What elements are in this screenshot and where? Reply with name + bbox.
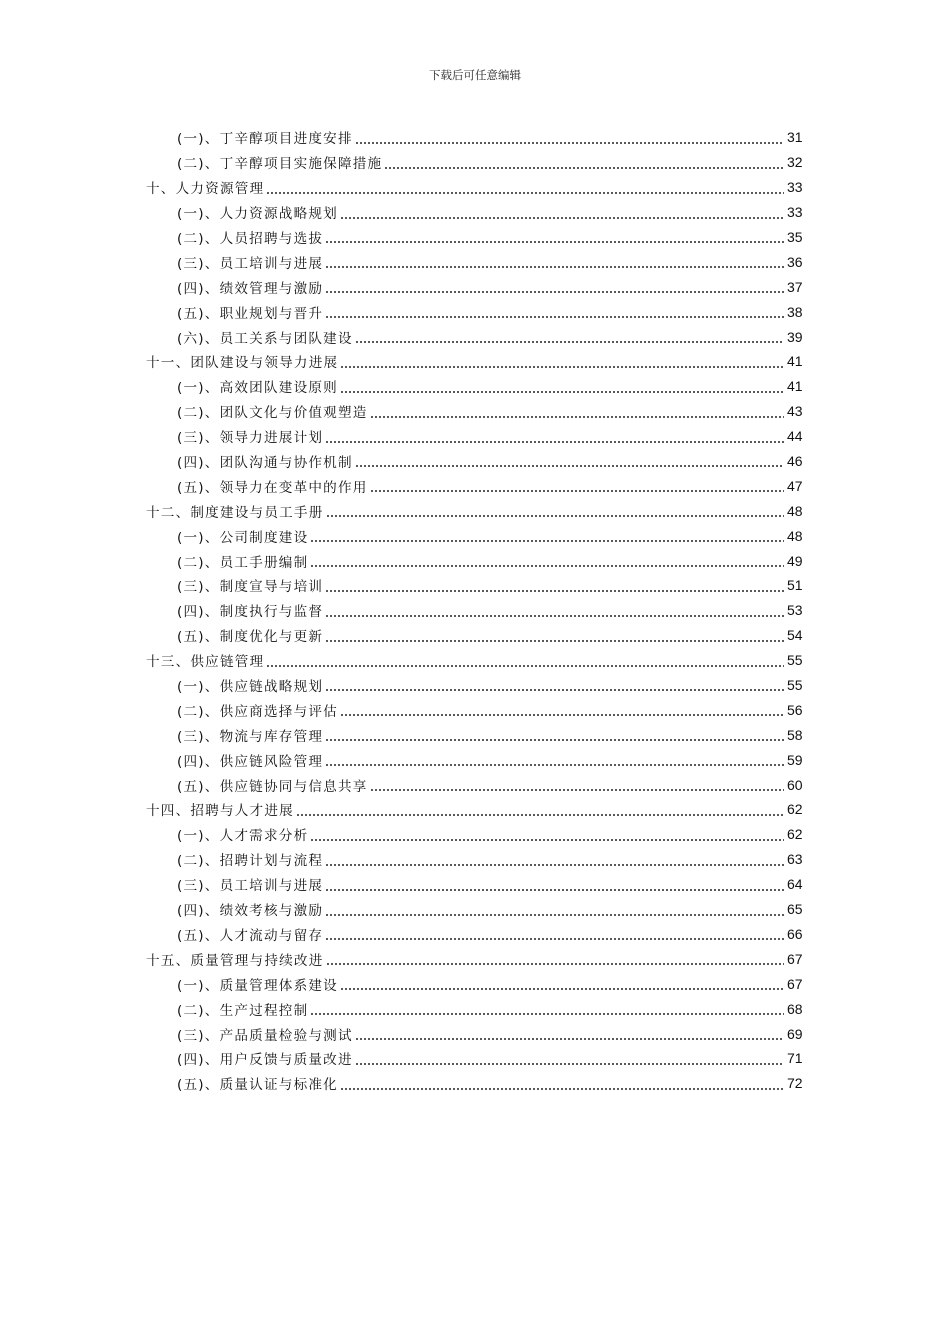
toc-entry[interactable] [0,424,950,449]
toc-dot-leader [340,1088,784,1090]
toc-entry[interactable] [0,648,950,673]
toc-entry-page-number: 67 [787,975,803,992]
toc-entry-page-number: 71 [787,1050,803,1067]
toc-entry-title: (六)、员工关系与团队建设 [177,330,353,347]
toc-entry-page-number: 36 [787,253,803,270]
toc-dot-leader [325,739,784,741]
toc-entry[interactable] [0,772,950,797]
toc-entry-page-number: 35 [787,229,803,245]
toc-entry-page-number: 38 [787,303,803,320]
toc-dot-leader [355,1038,784,1040]
toc-entry-title: (四)、绩效考核与激励 [177,903,324,920]
toc-dot-leader [325,266,784,268]
toc-entry-page-number: 54 [787,627,803,644]
toc-dot-leader [296,814,784,816]
toc-dot-leader [355,1063,784,1065]
toc-entry[interactable] [0,498,950,523]
toc-entry-page-number: 51 [787,577,803,594]
toc-entry-page-number: 48 [787,502,803,519]
toc-entry[interactable] [0,150,950,175]
toc-entry-title: (一)、丁辛醇项目进度安排 [177,131,353,148]
toc-dot-leader [310,1013,784,1015]
toc-entry[interactable] [0,299,950,324]
toc-entry[interactable] [0,449,950,474]
toc-entry-title: (四)、供应链风险管理 [177,753,324,770]
toc-entry-page-number: 37 [787,278,803,295]
toc-entry-page-number: 31 [787,129,803,146]
toc-entry[interactable] [0,897,950,922]
toc-entry-page-number: 58 [787,726,803,743]
toc-entry-title: 十一、团队建设与领导力进展 [146,355,339,372]
toc-entry-title: (五)、职业规划与晋升 [177,305,324,322]
toc-dot-leader [266,665,784,667]
toc-entry[interactable] [0,175,950,200]
page-header: 下载后可任意编辑 [429,68,521,82]
toc-entry[interactable] [0,922,950,947]
toc-entry-page-number: 65 [787,901,803,918]
toc-entry[interactable] [0,125,950,150]
toc-entry-title: (三)、员工培训与进展 [177,878,324,895]
toc-entry-title: (二)、员工手册编制 [177,554,309,571]
toc-entry[interactable] [0,399,950,424]
toc-entry-title: (一)、人才需求分析 [177,828,309,845]
toc-entry-title: 十三、供应链管理 [146,654,265,671]
toc-entry[interactable] [0,598,950,623]
toc-entry[interactable] [0,548,950,573]
toc-dot-leader [355,142,784,144]
toc-dot-leader [325,864,784,866]
toc-entry[interactable] [0,349,950,374]
toc-entry-title: (五)、制度优化与更新 [177,629,324,646]
toc-dot-leader [370,789,784,791]
toc-dot-leader [340,988,784,990]
toc-entry-title: (二)、人员招聘与选拔 [177,231,324,247]
toc-entry[interactable] [0,225,950,250]
toc-dot-leader [325,441,784,443]
toc-entry[interactable] [0,324,950,349]
toc-entry-title: (五)、质量认证与标准化 [177,1077,338,1094]
toc-entry-page-number: 43 [787,403,803,420]
toc-dot-leader [325,889,784,891]
toc-entry[interactable] [0,623,950,648]
toc-entry-title: (四)、团队沟通与协作机制 [177,455,353,472]
toc-dot-leader [266,192,784,194]
toc-entry-title: (二)、丁辛醇项目实施保障措施 [177,156,383,173]
toc-entry-title: (二)、团队文化与价值观塑造 [177,405,368,422]
toc-entry-page-number: 62 [787,801,803,818]
toc-dot-leader [326,515,784,517]
toc-entry-title: 十五、质量管理与持续改进 [146,952,324,969]
toc-entry-page-number: 53 [787,602,803,619]
toc-entry-page-number: 59 [787,751,803,768]
toc-dot-leader [325,938,784,940]
toc-entry-title: (二)、招聘计划与流程 [177,853,324,870]
toc-entry[interactable] [0,1046,950,1071]
toc-entry[interactable] [0,797,950,822]
toc-entry[interactable] [0,822,950,847]
toc-entry-page-number: 49 [787,552,803,569]
table-of-contents [0,125,950,1096]
toc-entry[interactable] [0,673,950,698]
toc-entry-page-number: 55 [787,652,803,669]
toc-entry-page-number: 46 [787,453,803,470]
toc-entry-title: (三)、员工培训与进展 [177,255,324,272]
toc-entry-title: (一)、高效团队建设原则 [177,380,338,397]
toc-dot-leader [340,714,784,716]
toc-entry-title: (三)、产品质量检验与测试 [177,1027,353,1044]
toc-entry-title: (一)、质量管理体系建设 [177,977,338,994]
toc-entry-page-number: 62 [787,826,803,843]
toc-dot-leader [325,241,784,243]
toc-entry-title: 十二、制度建设与员工手册 [146,504,324,521]
toc-dot-leader [325,291,784,293]
toc-entry[interactable] [0,1071,950,1096]
toc-dot-leader [325,615,784,617]
toc-dot-leader [340,391,784,393]
toc-dot-leader [325,914,784,916]
toc-dot-leader [325,689,784,691]
toc-entry-title: (四)、制度执行与监督 [177,604,324,621]
toc-dot-leader [355,341,784,343]
toc-entry-page-number: 47 [787,477,803,494]
toc-entry[interactable] [0,473,950,498]
toc-dot-leader [340,217,784,219]
toc-dot-leader [355,465,784,467]
toc-entry-page-number: 32 [787,154,803,171]
toc-dot-leader [325,316,784,318]
toc-entry[interactable] [0,200,950,225]
toc-entry[interactable] [0,1021,950,1046]
toc-entry-title: (一)、供应链战略规划 [177,679,324,696]
toc-dot-leader [325,590,784,592]
toc-entry-title: (三)、领导力进展计划 [177,430,324,447]
toc-entry[interactable] [0,971,950,996]
toc-entry-page-number: 69 [787,1025,803,1042]
toc-entry[interactable] [0,697,950,722]
toc-dot-leader [326,963,784,965]
toc-entry-page-number: 33 [787,204,803,221]
toc-entry[interactable] [0,722,950,747]
toc-entry[interactable] [0,996,950,1021]
toc-entry[interactable] [0,872,950,897]
toc-entry-title: (五)、供应链协同与信息共享 [177,778,368,795]
toc-dot-leader [370,416,784,418]
toc-entry-page-number: 72 [787,1075,803,1092]
toc-entry-title: 十、人力资源管理 [146,181,265,198]
toc-entry-page-number: 41 [787,378,803,395]
toc-entry-page-number: 39 [787,328,803,345]
toc-dot-leader [310,540,784,542]
toc-entry-page-number: 63 [787,851,803,868]
toc-entry-page-number: 66 [787,925,803,942]
toc-entry-title: (二)、生产过程控制 [177,1002,309,1019]
toc-entry-page-number: 68 [787,1000,803,1017]
toc-dot-leader [384,167,784,169]
toc-entry-page-number: 44 [787,428,803,445]
toc-entry-title: (五)、领导力在变革中的作用 [177,479,368,496]
toc-dot-leader [340,366,784,368]
toc-dot-leader [310,839,784,841]
toc-entry-title: (四)、绩效管理与激励 [177,280,324,297]
toc-entry-title: (五)、人才流动与留存 [177,927,324,944]
toc-entry[interactable] [0,274,950,299]
toc-entry-title: (三)、制度宣导与培训 [177,579,324,596]
toc-entry-title: (二)、供应商选择与评估 [177,703,338,720]
toc-entry[interactable] [0,847,950,872]
toc-entry-page-number: 55 [787,677,803,694]
toc-entry-page-number: 41 [787,353,803,370]
toc-entry-page-number: 64 [787,876,803,893]
toc-entry-title: (三)、物流与库存管理 [177,728,324,745]
toc-entry-title: (四)、用户反馈与质量改进 [177,1052,353,1069]
toc-entry[interactable] [0,946,950,971]
toc-entry-title: 十四、招聘与人才进展 [146,803,294,820]
toc-entry[interactable] [0,747,950,772]
toc-dot-leader [325,764,784,766]
toc-entry-title: (一)、公司制度建设 [177,529,309,546]
toc-entry-page-number: 67 [787,950,803,967]
toc-dot-leader [310,565,784,567]
toc-entry-page-number: 60 [787,776,803,793]
toc-entry-page-number: 56 [787,701,803,718]
toc-entry-page-number: 33 [787,179,803,196]
toc-entry[interactable] [0,374,950,399]
toc-entry[interactable] [0,573,950,598]
toc-dot-leader [370,490,784,492]
toc-entry-page-number: 48 [787,527,803,544]
toc-entry[interactable] [0,523,950,548]
toc-entry[interactable] [0,249,950,274]
toc-dot-leader [325,640,784,642]
toc-entry-title: (一)、人力资源战略规划 [177,206,338,223]
